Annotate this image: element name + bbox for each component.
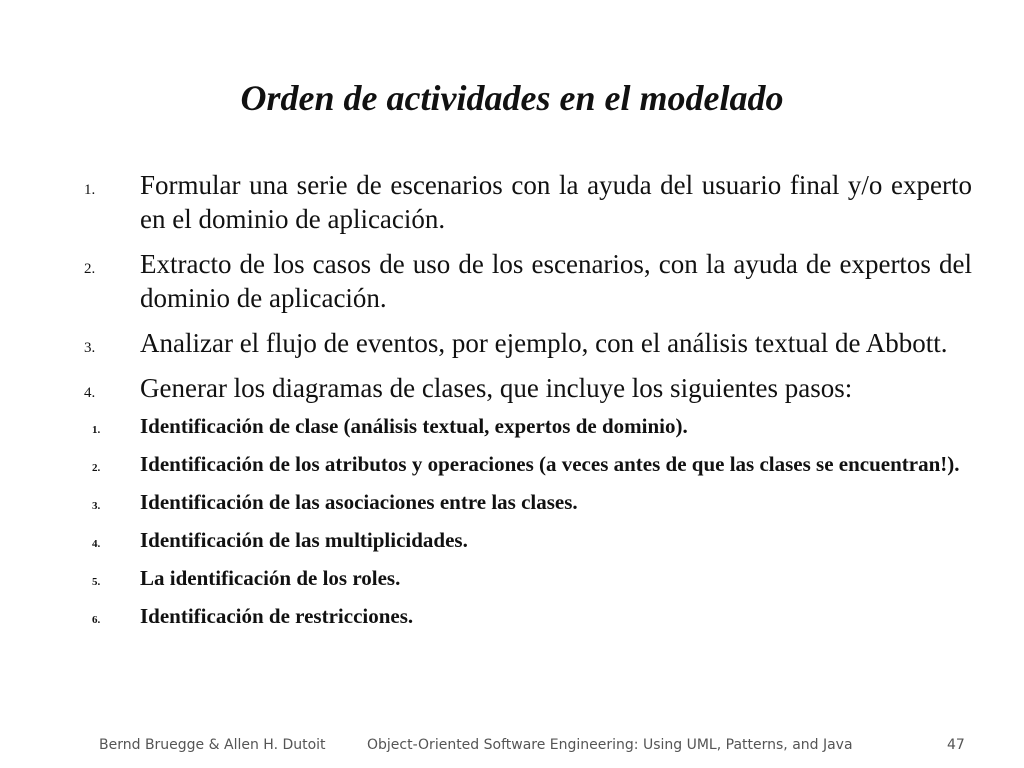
- list-item-text: Generar los diagramas de clases, que incluye los siguientes pasos:: [140, 373, 853, 403]
- sub-list-item: [92, 449, 972, 479]
- list-item: [84, 326, 972, 360]
- list-item-number: 2.: [84, 261, 96, 277]
- list-item-number: 3.: [84, 340, 96, 356]
- list-item-number: 4.: [84, 385, 96, 401]
- sub-list-item: [92, 601, 972, 631]
- list-item: [84, 168, 972, 236]
- sub-list-item: [92, 411, 972, 441]
- sub-list-item: [92, 563, 972, 593]
- sub-list-item-number: 5.: [92, 576, 101, 588]
- sub-list-item-number: 1.: [92, 424, 101, 436]
- sub-list-item-text: Identificación de las asociaciones entre las clases.: [140, 490, 578, 514]
- sub-list-item: [92, 487, 972, 517]
- sub-list-item-number: 6.: [92, 614, 101, 626]
- list-item: [84, 371, 972, 631]
- slide-footer: [0, 737, 1024, 761]
- slide-title: Orden de actividades en el modelado: [240, 78, 784, 118]
- list-item-text: Analizar el flujo de eventos, por ejemplo, con el análisis textual de Abbott.: [140, 328, 948, 358]
- sub-list-item-text: La identificación de los roles.: [140, 566, 401, 590]
- class-diagram-steps-list: [92, 411, 972, 631]
- activity-list: [84, 168, 972, 642]
- sub-list-item-text: Identificación de clase (análisis textual, expertos de dominio).: [140, 414, 688, 438]
- sub-list-item-text: Identificación de las multiplicidades.: [140, 528, 468, 552]
- footer-authors: Bernd Bruegge & Allen H. Dutoit: [99, 737, 326, 753]
- sub-list-item-number: 3.: [92, 500, 101, 512]
- list-item-number: 1.: [84, 182, 96, 198]
- sub-list-item: [92, 525, 972, 555]
- page-number: 47: [947, 737, 965, 753]
- sub-list-item-number: 2.: [92, 462, 101, 474]
- list-item-text: Extracto de los casos de uso de los escenarios, con la ayuda de expertos del dominio de aplicación.: [140, 249, 972, 313]
- sub-list-item-number: 4.: [92, 538, 101, 550]
- list-item-text: Formular una serie de escenarios con la ayuda del usuario final y/o experto en el dominio de aplicación.: [140, 170, 972, 234]
- sub-list-item-text: Identificación de restricciones.: [140, 604, 414, 628]
- footer-book-title: Object-Oriented Software Engineering: Using UML, Patterns, and Java: [367, 737, 853, 753]
- list-item: [84, 247, 972, 315]
- sub-list-item-text: Identificación de los atributos y operaciones (a veces antes de que las clases se encuentran!).: [140, 452, 960, 476]
